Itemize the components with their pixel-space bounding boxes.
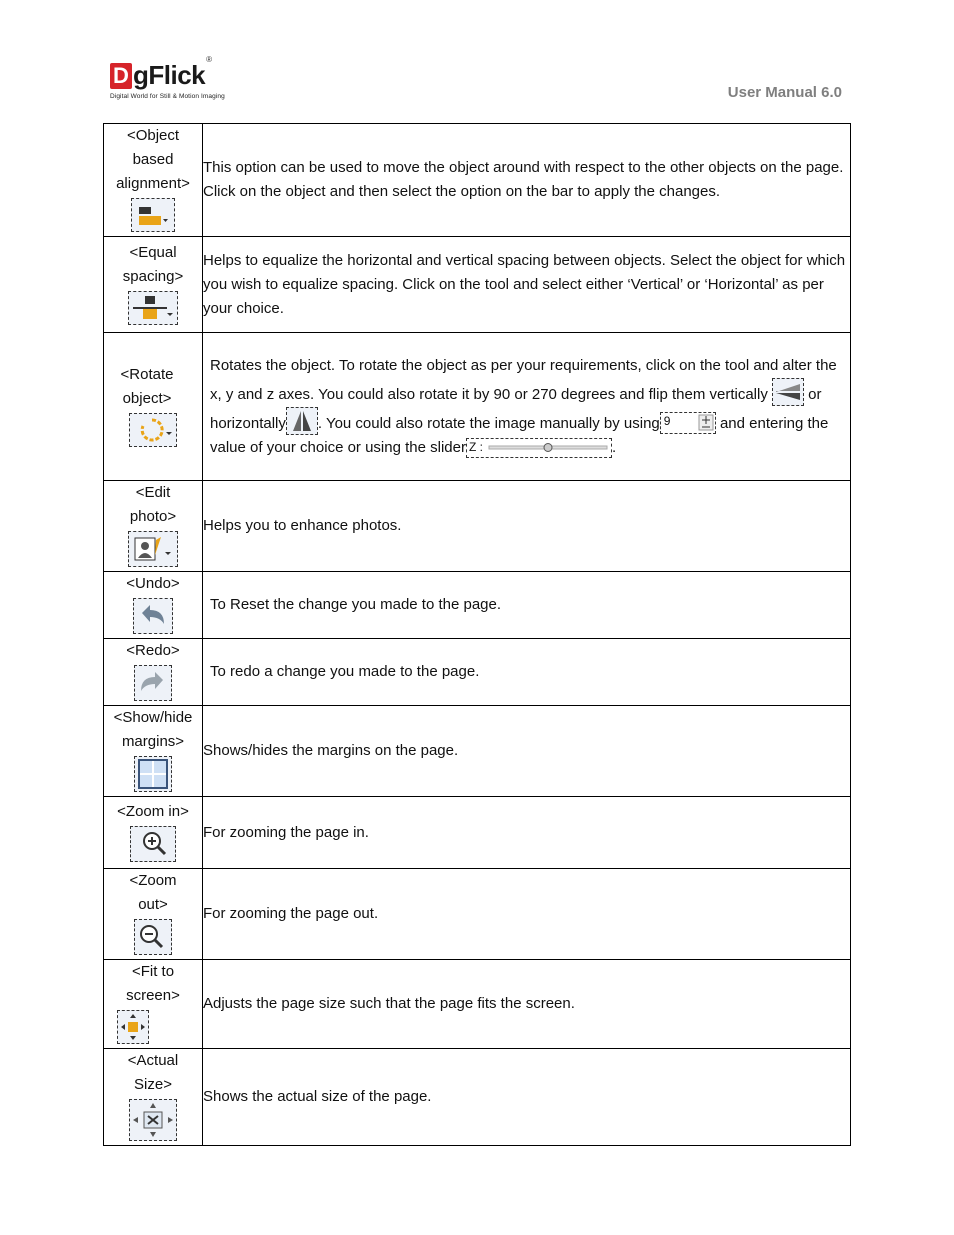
zoom-out-icon [134, 919, 172, 955]
table-row [104, 481, 851, 572]
description-cell [203, 869, 851, 960]
description-text: To redo a change you made to the page. [210, 663, 480, 680]
command-cell [104, 572, 203, 639]
command-label: <Zoom out> [129, 872, 177, 913]
command-cell [104, 1049, 203, 1146]
command-cell [104, 797, 203, 869]
object-alignment-icon [131, 198, 175, 232]
table-row [104, 706, 851, 797]
description-cell [203, 481, 851, 572]
rotation-value-stepper[interactable] [660, 412, 716, 434]
logo-registered-mark: ® [206, 55, 213, 64]
command-label: <Zoom in> [117, 802, 189, 820]
command-label: <Fit to screen> [126, 963, 180, 1004]
equal-spacing-icon [128, 291, 178, 325]
command-cell [104, 333, 203, 481]
description-text: This option can be used to move the object around with respect to the other objects on the page. Click on the object and then select the option on the bar to apply the changes. [203, 159, 844, 200]
description-cell [203, 1049, 851, 1146]
description-text: Helps you to enhance photos. [203, 517, 402, 534]
description-cell [203, 237, 851, 333]
description-text: Helps to equalize the horizontal and vertical spacing between objects. Select the object for which you wish to equalize spacing. Click on the tool and select either ‘Vertical’ or ‘Horizontal’ as per your choice. [203, 251, 846, 317]
description-cell [203, 797, 851, 869]
command-cell [104, 706, 203, 797]
description-text: . [611, 438, 617, 456]
table-row [104, 1049, 851, 1146]
rotate-object-icon [129, 413, 177, 447]
command-label: <Undo> [126, 575, 180, 592]
table-row [104, 960, 851, 1049]
description-text: Shows/hides the margins on the page. [203, 742, 459, 759]
dgflick-logo [110, 55, 230, 101]
command-label: <Redo> [126, 642, 180, 659]
logo-tagline: Digital World for Still & Motion Imaging [110, 93, 225, 100]
actual-size-icon [129, 1099, 177, 1141]
margins-icon [134, 756, 172, 792]
command-label: <Equal spacing> [122, 243, 184, 285]
description-text: . You could also rotate the image manually by using [317, 414, 660, 432]
command-label: <Actual Size> [127, 1052, 179, 1093]
edit-photo-icon [128, 531, 178, 567]
description-cell [203, 124, 851, 237]
command-label: <Edit photo> [129, 484, 177, 525]
stepper-value: 9 [663, 413, 671, 428]
command-cell [104, 639, 203, 706]
table-row [104, 639, 851, 706]
manual-version-label: User Manual 6.0 [727, 84, 842, 101]
table-row [104, 572, 851, 639]
command-cell [104, 237, 203, 333]
description-text: Adjusts the page size such that the page fits the screen. [203, 995, 575, 1012]
logo-letter: D [110, 63, 132, 89]
command-label: <Object based alignment> [116, 127, 190, 192]
description-text: Rotates the object. To rotate the object as per your requirements, click on the tool and alter the x, y and z axes. You could also rotate it by 90 or 270 degrees and flip them vertically [210, 356, 837, 403]
redo-icon [134, 665, 172, 701]
description-text: For zooming the page in. [203, 823, 369, 841]
zoom-in-icon [130, 826, 176, 862]
toolbar-options-table [103, 123, 851, 1146]
flip-vertical-icon [772, 378, 804, 406]
table-row [104, 124, 851, 237]
description-cell [203, 706, 851, 797]
command-cell [104, 869, 203, 960]
description-cell [203, 639, 851, 706]
table-row [104, 797, 851, 869]
command-label: <Rotate object> [120, 365, 174, 407]
table-row [104, 237, 851, 333]
description-text: and entering the value of your choice or using the slider [210, 414, 829, 456]
undo-icon [133, 598, 173, 634]
description-text: To Reset the change you made to the page. [210, 596, 502, 613]
rotation-z-slider[interactable] [466, 438, 612, 458]
logo-wordmark: gFlick [133, 60, 206, 90]
slider-label: Z : [468, 439, 483, 454]
command-cell [104, 481, 203, 572]
description-text: For zooming the page out. [203, 905, 379, 922]
fit-to-screen-icon [117, 1010, 149, 1044]
description-text: or horizontally [210, 385, 822, 432]
command-cell [104, 124, 203, 237]
command-label: <Show/hide margins> [113, 709, 193, 750]
description-cell [203, 572, 851, 639]
table-row [104, 333, 851, 481]
description-cell [203, 333, 851, 481]
slider-thumb[interactable] [544, 443, 552, 451]
description-cell [203, 960, 851, 1049]
description-text: Shows the actual size of the page. [203, 1088, 432, 1105]
table-row [104, 869, 851, 960]
command-cell [104, 960, 203, 1049]
flip-horizontal-icon [286, 407, 318, 435]
